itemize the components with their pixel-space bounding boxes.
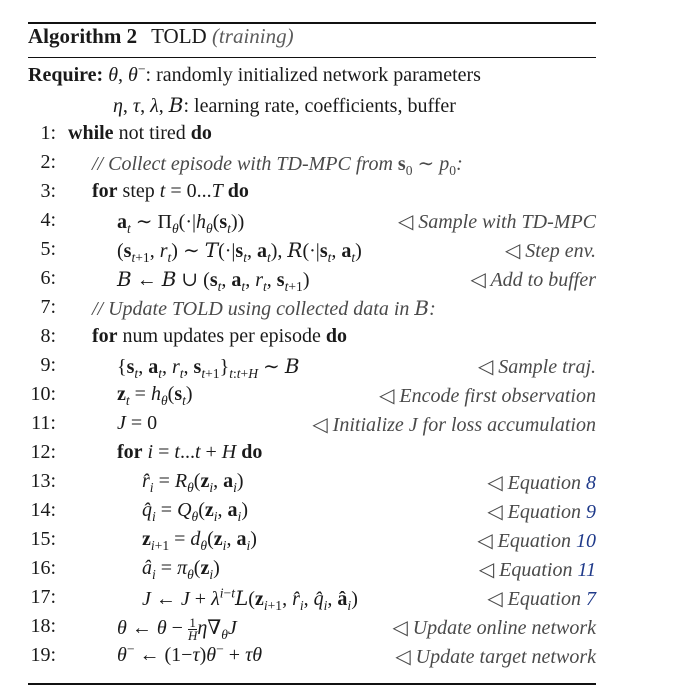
- algorithm-subtitle: (training): [211, 24, 294, 48]
- algorithm-title: [28, 24, 294, 49]
- line-number: 18:: [30, 615, 56, 637]
- line-code: J ← $J + \lambda^{i-t}L(z_{i+1}$, $r̂_i$, $q̂_i$, $â_i$): [142, 585, 358, 613]
- line-comment: ◁ Equation 8: [487, 472, 596, 494]
- equation-ref[interactable]: 10: [576, 530, 596, 552]
- line-number: 1:: [40, 122, 56, 144]
- line-7: [0, 296, 687, 325]
- line-code: for num updates per episode do: [92, 325, 347, 347]
- line-comment: // Collect episode with TD-MPC from $s_0$ ∼ $p_0$:: [92, 153, 463, 178]
- line-comment: // Update TOLD using collected data in B:: [92, 296, 436, 320]
- line-code: while not tired do: [68, 122, 212, 144]
- line-code: $r̂_i = R_\theta(z_i$, $a_i$): [142, 470, 244, 495]
- line-14: [0, 499, 687, 528]
- line-11: [0, 412, 687, 441]
- line-6: [0, 267, 687, 296]
- line-comment: ◁ Equation 9: [487, 501, 596, 523]
- line-code: $a_t$ ∼ $\Pi_\theta(\cdot|h_\theta(s_t))$: [117, 211, 245, 236]
- require-text-1: θ, θ−: randomly initialized network parameters: [108, 61, 481, 86]
- line-number: 2:: [40, 151, 56, 173]
- equation-ref[interactable]: 9: [586, 501, 596, 523]
- line-comment: ◁ Equation 10: [477, 530, 596, 552]
- line-16: [0, 557, 687, 586]
- line-number: 13:: [30, 470, 56, 492]
- line-1: [0, 122, 687, 151]
- line-number: 17:: [30, 586, 56, 608]
- line-code: J = 0: [117, 412, 158, 434]
- line-number: 6:: [40, 267, 56, 289]
- line-code: B ← B ∪ ($s_t$, $a_t$, $r_t$, $s_{t+1}$): [117, 267, 310, 294]
- line-number: 10:: [30, 383, 56, 405]
- line-19: [0, 641, 687, 673]
- line-8: [0, 325, 687, 354]
- line-number: 12:: [30, 441, 56, 463]
- line-number: 8:: [40, 325, 56, 347]
- line-3: [0, 180, 687, 209]
- line-code: for i = t...t + H do: [117, 441, 263, 463]
- line-number: 7:: [40, 296, 56, 318]
- line-comment: ◁ Add to buffer: [470, 269, 596, 291]
- line-number: 3:: [40, 180, 56, 202]
- require-line-2: [0, 93, 687, 122]
- line-code: θ ← θ − $\frac{1}{H}$ $\eta\nabla_\theta J$: [117, 614, 237, 643]
- line-code: $q̂_i = Q_\theta(z_i$, $a_i$): [142, 499, 248, 524]
- line-code: θ− ← (1−τ)θ− + τθ: [117, 641, 263, 666]
- line-number: 19:: [30, 644, 56, 666]
- line-12: [0, 441, 687, 470]
- line-comment: ◁ Initialize J for loss accumulation: [312, 414, 596, 436]
- line-code: {$s_t$, $a_t$, $r_t$, $s_{t+1}\}_{t:t+H}$ ∼ B: [117, 354, 300, 381]
- require-keyword: Require:: [28, 64, 104, 86]
- line-comment: ◁ Step env.: [504, 240, 596, 262]
- require-text-2: η, τ, λ, B: learning rate, coefficients, buffer: [113, 93, 456, 117]
- algorithm-name: TOLD: [151, 24, 207, 48]
- line-code: ($s_{t+1}$, $r_t$) ∼ $T(\cdot|s_t$, $a_t$), $R(\cdot|s_t$, $a_t$): [117, 238, 362, 265]
- line-code: $z_{i+1} = d_\theta(z_i$, $a_i$): [142, 528, 257, 553]
- line-number: 5:: [40, 238, 56, 260]
- require-line-1: [0, 61, 687, 93]
- line-comment: ◁ Update online network: [392, 617, 596, 639]
- line-comment: ◁ Encode first observation: [378, 385, 596, 407]
- equation-ref[interactable]: 11: [577, 559, 596, 581]
- line-number: 11:: [31, 412, 56, 434]
- line-9: [0, 354, 687, 383]
- line-comment: ◁ Sample traj.: [477, 356, 596, 378]
- line-comment: ◁ Update target network: [395, 646, 596, 668]
- title-rule: [28, 57, 596, 58]
- equation-ref[interactable]: 7: [586, 588, 596, 610]
- line-comment: ◁ Equation 7: [487, 588, 596, 610]
- line-number: 16:: [30, 557, 56, 579]
- line-comment: ◁ Equation 11: [478, 559, 596, 581]
- line-15: [0, 528, 687, 557]
- line-code: $â_i = \pi_\theta(z_i)$: [142, 557, 220, 582]
- line-code: $z_t = h_\theta(s_t)$: [117, 383, 193, 408]
- line-18: [0, 615, 687, 644]
- line-10: [0, 383, 687, 412]
- algorithm-label: Algorithm 2: [28, 24, 138, 48]
- line-17: [0, 586, 687, 615]
- equation-ref[interactable]: 8: [586, 472, 596, 494]
- bottom-rule: [28, 683, 596, 685]
- line-number: 14:: [30, 499, 56, 521]
- line-5: [0, 238, 687, 267]
- line-2: [0, 151, 687, 180]
- line-13: [0, 470, 687, 499]
- line-comment: ◁ Sample with TD-MPC: [397, 211, 596, 233]
- line-code: for step t = 0...T do: [92, 180, 249, 202]
- line-number: 4:: [40, 209, 56, 231]
- line-number: 15:: [30, 528, 56, 550]
- line-number: 9:: [40, 354, 56, 376]
- line-4: [0, 209, 687, 238]
